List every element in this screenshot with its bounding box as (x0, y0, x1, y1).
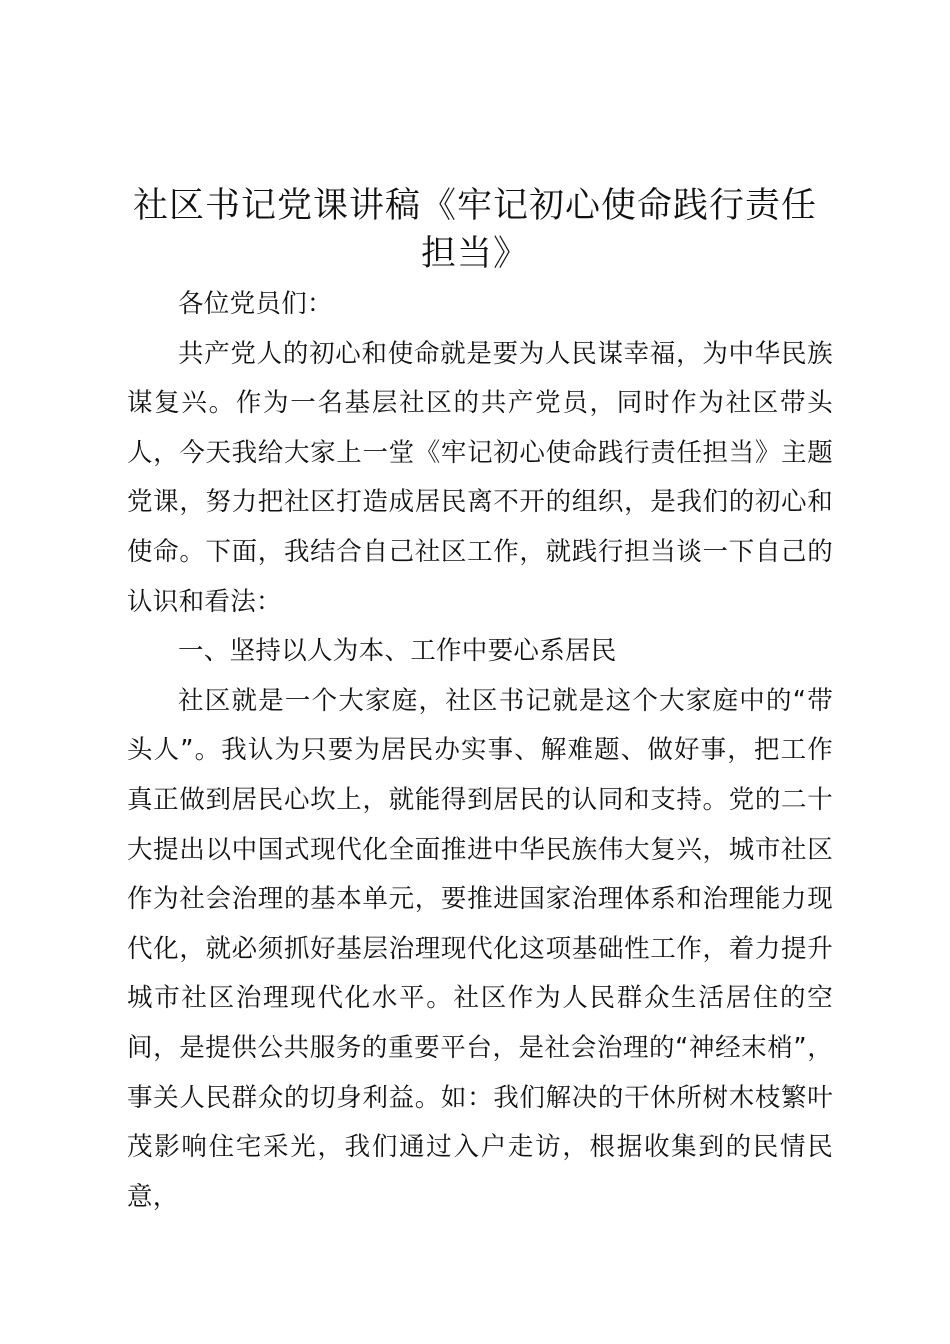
intro-paragraph: 共产党人的初心和使命就是要为人民谋幸福，为中华民族谋复兴。作为一名基层社区的共产党员，同时作为社区带头人，今天我给大家上一堂《牢记初心使命践行责任担当》主题党课，努力把社区打造成居民离不开的组织，是我们的初心和使命。下面，我结合自己社区工作，就践行担当谈一下自己的认识和看法： (127, 338, 833, 617)
document-title: 社区书记党课讲稿《牢记初心使命践行责任担当》 (132, 186, 817, 274)
salutation-paragraph: 各位党员们： (178, 289, 333, 319)
section-heading: 一、坚持以人为本、工作中要心系居民 (178, 636, 617, 667)
body-paragraph: 社区就是一个大家庭，社区书记就是这个大家庭中的“带头人”。我认为只要为居民办实事、解难题、做好事，把工作真正做到居民心坎上，就能得到居民的认同和支持。党的二十大提出以中国式现代化全面推进中华民族伟大复兴，城市社区作为社会治理的基本单元，要推进国家治理体系和治理能力现代化，就必须抓好基层治理现代化这项基础性工作，着力提升城市社区治理现代化水平。社区作为人民群众生活居住的空间，是提供公共服务的重要平台，是社会治理的“神经末梢”，事关人民群众的切身利益。如：我们解决的干休所树木枝繁叶茂影响住宅采光，我们通过入户走访，根据收集到的民情民意， (127, 685, 833, 1212)
document-body (127, 280, 833, 1222)
